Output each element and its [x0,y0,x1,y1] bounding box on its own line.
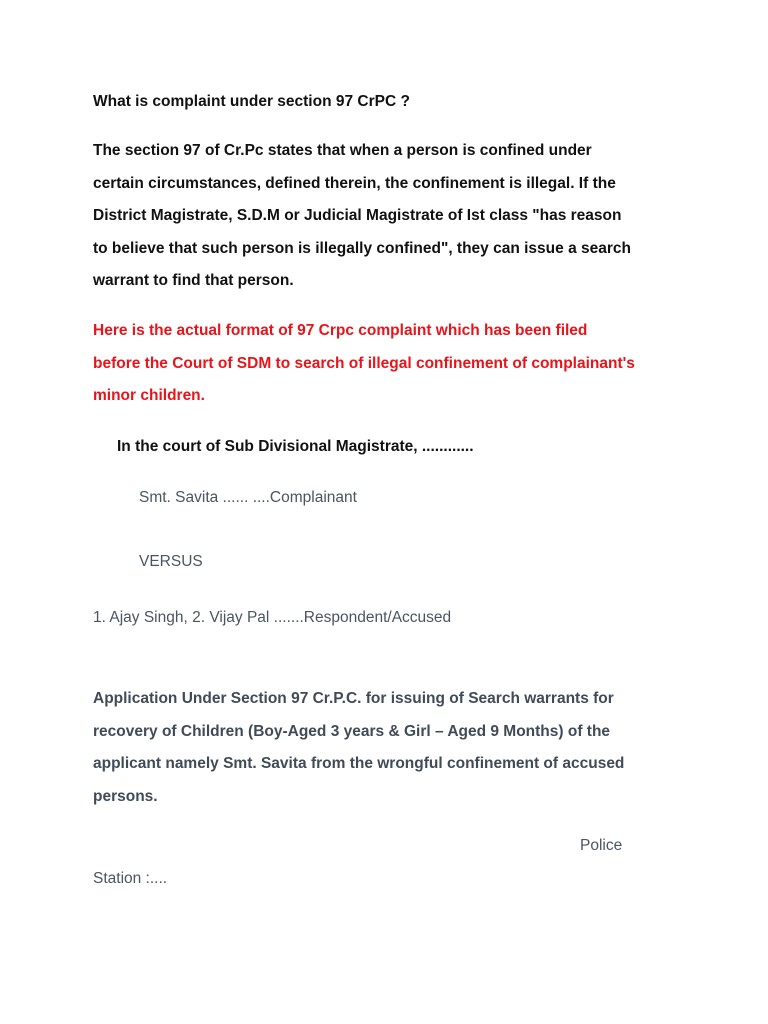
station-label: Station :.... [93,870,168,887]
application-line: recovery of Children (Boy-Aged 3 years & Girl – Aged 9 Months) of the [93,723,611,740]
format-note-line: Here is the actual format of 97 Crpc complaint which has been filed [93,322,588,339]
intro-line: The section 97 of Cr.Pc states that when a person is confined under [93,142,592,159]
question-heading: What is complaint under section 97 CrPC ? [93,93,410,110]
intro-line: certain circumstances, defined therein, the confinement is illegal. If the [93,175,616,192]
application-line: persons. [93,788,158,805]
court-heading: In the court of Sub Divisional Magistrate, ............ [117,438,474,455]
format-note-line: before the Court of SDM to search of illegal confinement of complainant's [93,355,635,372]
application-line: applicant namely Smt. Savita from the wrongful confinement of accused [93,755,625,772]
complainant-line: Smt. Savita ...... ....Complainant [139,489,357,506]
intro-line: warrant to find that person. [93,272,294,289]
versus-label: VERSUS [139,553,203,570]
respondents-line: 1. Ajay Singh, 2. Vijay Pal .......Respondent/Accused [93,609,452,626]
application-line: Application Under Section 97 Cr.P.C. for issuing of Search warrants for [93,690,614,707]
intro-line: to believe that such person is illegally confined", they can issue a search [93,240,631,257]
format-note-line: minor children. [93,387,205,404]
intro-line: District Magistrate, S.D.M or Judicial Magistrate of Ist class "has reason [93,207,622,224]
police-label: Police [580,837,623,854]
